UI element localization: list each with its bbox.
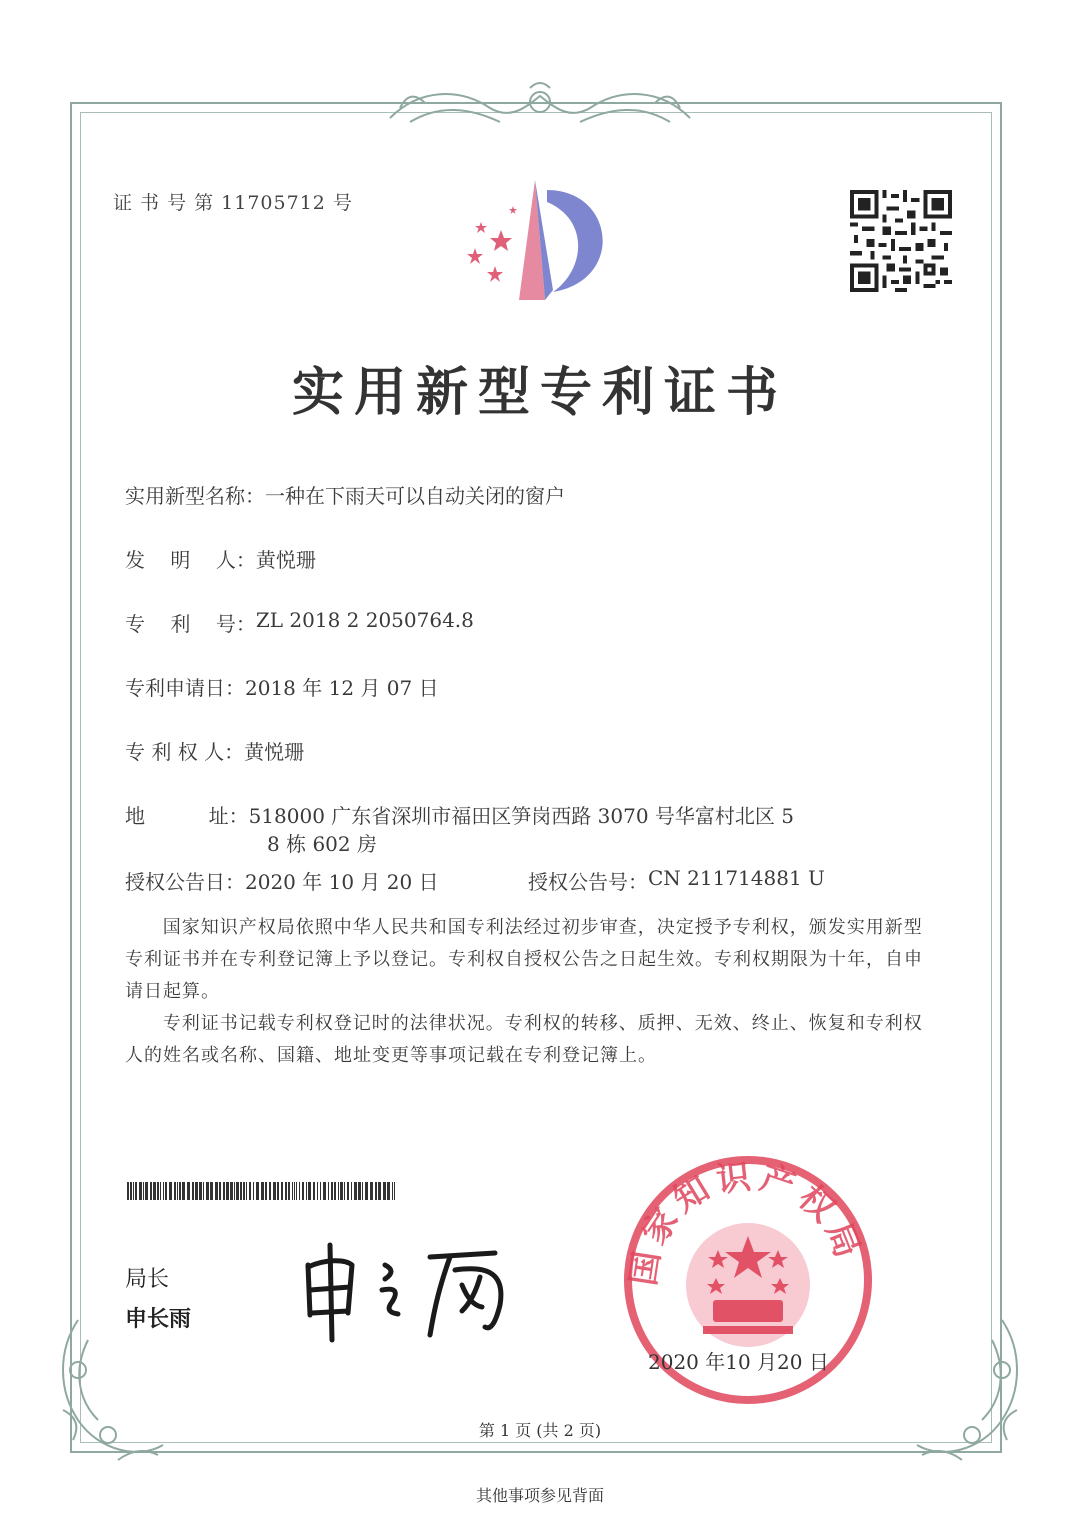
barcode-bar — [219, 1182, 221, 1200]
director-title: 局长 — [125, 1267, 170, 1292]
barcode-bar — [313, 1182, 315, 1200]
director-signature — [290, 1235, 530, 1345]
barcode-bar — [288, 1182, 290, 1200]
barcode-bar — [249, 1182, 251, 1200]
page-number: 第 1 页 (共 2 页) — [478, 1421, 602, 1440]
barcode-bar — [265, 1182, 267, 1200]
utility-model-name-label: 实用新型名称： — [125, 484, 265, 508]
barcode-bar — [375, 1182, 377, 1200]
barcode-bar — [179, 1182, 181, 1200]
barcode-bar — [169, 1182, 172, 1200]
barcode-bar — [230, 1182, 233, 1200]
qr-code — [850, 190, 952, 292]
barcode-bar — [354, 1182, 357, 1200]
barcode-bar — [302, 1182, 304, 1200]
barcode-bar — [240, 1182, 242, 1200]
barcode-bar — [206, 1182, 209, 1200]
grant-number-row — [528, 866, 825, 895]
barcode-bar — [246, 1182, 247, 1200]
barcode-bar — [285, 1182, 287, 1200]
grant-number-value: CN 211714881 U — [648, 866, 825, 890]
barcode-bar — [269, 1182, 271, 1200]
address-line-1: 518000 广东省深圳市福田区笋岗西路 3070 号华富村北区 5 — [248, 804, 794, 828]
barcode-bar — [145, 1182, 148, 1200]
barcode-bar — [253, 1182, 254, 1200]
barcode-bar — [338, 1182, 339, 1200]
back-note: 其他事项参见背面 — [475, 1486, 604, 1505]
barcode-bar — [370, 1182, 373, 1200]
patent-number-label: 专 利 号： — [125, 612, 256, 636]
utility-model-name-value: 一种在下雨天可以自动关闭的窗户 — [265, 484, 565, 508]
barcode-bar — [243, 1182, 245, 1200]
patent-number-value: ZL 2018 2 2050764.8 — [255, 608, 474, 632]
barcode-bar — [328, 1182, 329, 1200]
barcode-bar — [394, 1182, 395, 1200]
barcode-bar — [277, 1182, 279, 1200]
barcode-bar — [281, 1182, 283, 1200]
barcode-bar — [308, 1182, 311, 1200]
barcode-bar — [317, 1182, 318, 1200]
barcode — [127, 1182, 397, 1200]
barcode-bar — [362, 1182, 363, 1200]
barcode-bar — [187, 1182, 190, 1200]
inventor-row — [125, 544, 316, 573]
barcode-bar — [294, 1182, 295, 1200]
barcode-bar — [323, 1182, 326, 1200]
barcode-bar — [273, 1182, 276, 1200]
address-row — [125, 800, 794, 856]
barcode-bar — [236, 1182, 239, 1200]
patentee-value: 黄悦珊 — [244, 740, 305, 764]
barcode-bar — [157, 1182, 159, 1200]
barcode-bar — [135, 1182, 137, 1200]
bottom-left-ornament — [48, 1310, 168, 1470]
barcode-bar — [139, 1182, 142, 1200]
seal-date: 2020 年10 月20 日 — [648, 1350, 829, 1374]
barcode-bar — [340, 1182, 343, 1200]
barcode-bar — [320, 1182, 321, 1200]
barcode-bar — [163, 1182, 164, 1200]
certificate-title: 实用新型专利证书 — [291, 362, 788, 423]
patent-number-row — [125, 608, 474, 637]
barcode-bar — [199, 1182, 202, 1200]
inventor-value: 黄悦珊 — [255, 548, 316, 572]
utility-model-name-row — [125, 480, 565, 509]
barcode-bar — [306, 1182, 307, 1200]
barcode-bar — [299, 1182, 300, 1200]
barcode-bar — [192, 1182, 194, 1200]
barcode-bar — [292, 1182, 293, 1200]
barcode-bar — [127, 1182, 129, 1200]
barcode-bar — [347, 1182, 349, 1200]
barcode-bar — [160, 1182, 161, 1200]
grant-date-label: 授权公告日： — [125, 870, 245, 894]
barcode-bar — [331, 1182, 333, 1200]
inventor-label: 发 明 人： — [125, 548, 256, 572]
barcode-bar — [378, 1182, 381, 1200]
director-name: 申长雨 — [125, 1307, 192, 1332]
barcode-bar — [261, 1182, 264, 1200]
barcode-bar — [182, 1182, 185, 1200]
barcode-bar — [215, 1182, 218, 1200]
barcode-bar — [334, 1182, 336, 1200]
barcode-bar — [358, 1182, 361, 1200]
paragraph-2: 专利证书记载专利权登记时的法律状况。专利权的转移、质押、无效、终止、恢复和专利权人的姓名或名称、国籍、地址变更等事项记载在专利登记簿上。 — [125, 1013, 923, 1066]
address-line-2: 8 栋 602 房 — [267, 832, 377, 856]
application-date-value: 2018 年 12 月 07 日 — [245, 676, 439, 700]
top-ornament — [380, 78, 700, 134]
barcode-bar — [153, 1182, 156, 1200]
barcode-bar — [383, 1182, 386, 1200]
barcode-bar — [133, 1182, 134, 1200]
barcode-bar — [226, 1182, 229, 1200]
patent-office-logo — [455, 180, 625, 305]
barcode-bar — [143, 1182, 144, 1200]
barcode-bar — [174, 1182, 176, 1200]
grant-number-label: 授权公告号： — [528, 870, 648, 894]
barcode-bar — [195, 1182, 198, 1200]
barcode-bar — [203, 1182, 204, 1200]
grant-date-value: 2020 年 10 月 20 日 — [245, 870, 439, 894]
barcode-bar — [234, 1182, 235, 1200]
bottom-right-ornament — [912, 1310, 1032, 1470]
barcode-bar — [365, 1182, 368, 1200]
barcode-bar — [351, 1182, 352, 1200]
patentee-label: 专 利 权 人： — [125, 740, 245, 764]
address-label: 地 址： — [125, 804, 249, 828]
barcode-bar — [392, 1182, 393, 1200]
barcode-bar — [177, 1182, 178, 1200]
application-date-label: 专利申请日： — [125, 676, 245, 700]
application-date-row — [125, 672, 439, 701]
barcode-bar — [223, 1182, 225, 1200]
seal-text: 国家知识产权局 — [623, 1156, 870, 1289]
patentee-row — [125, 736, 304, 765]
certificate-number: 证 书 号 第 11705712 号 — [113, 192, 353, 214]
barcode-bar — [150, 1182, 152, 1200]
barcode-bar — [256, 1182, 259, 1200]
barcode-bar — [387, 1182, 390, 1200]
barcode-bar — [165, 1182, 167, 1200]
barcode-bar — [344, 1182, 345, 1200]
paragraph-1: 国家知识产权局依照中华人民共和国专利法经过初步审查，决定授予专利权，颁发实用新型专利证书并在专利登记簿上予以登记。专利权自授权公告之日起生效。专利权期限为十年，自申请日起算。 — [125, 917, 923, 1002]
barcode-bar — [210, 1182, 213, 1200]
grant-date-row — [125, 866, 439, 895]
barcode-bar — [130, 1182, 132, 1200]
barcode-bar — [296, 1182, 297, 1200]
